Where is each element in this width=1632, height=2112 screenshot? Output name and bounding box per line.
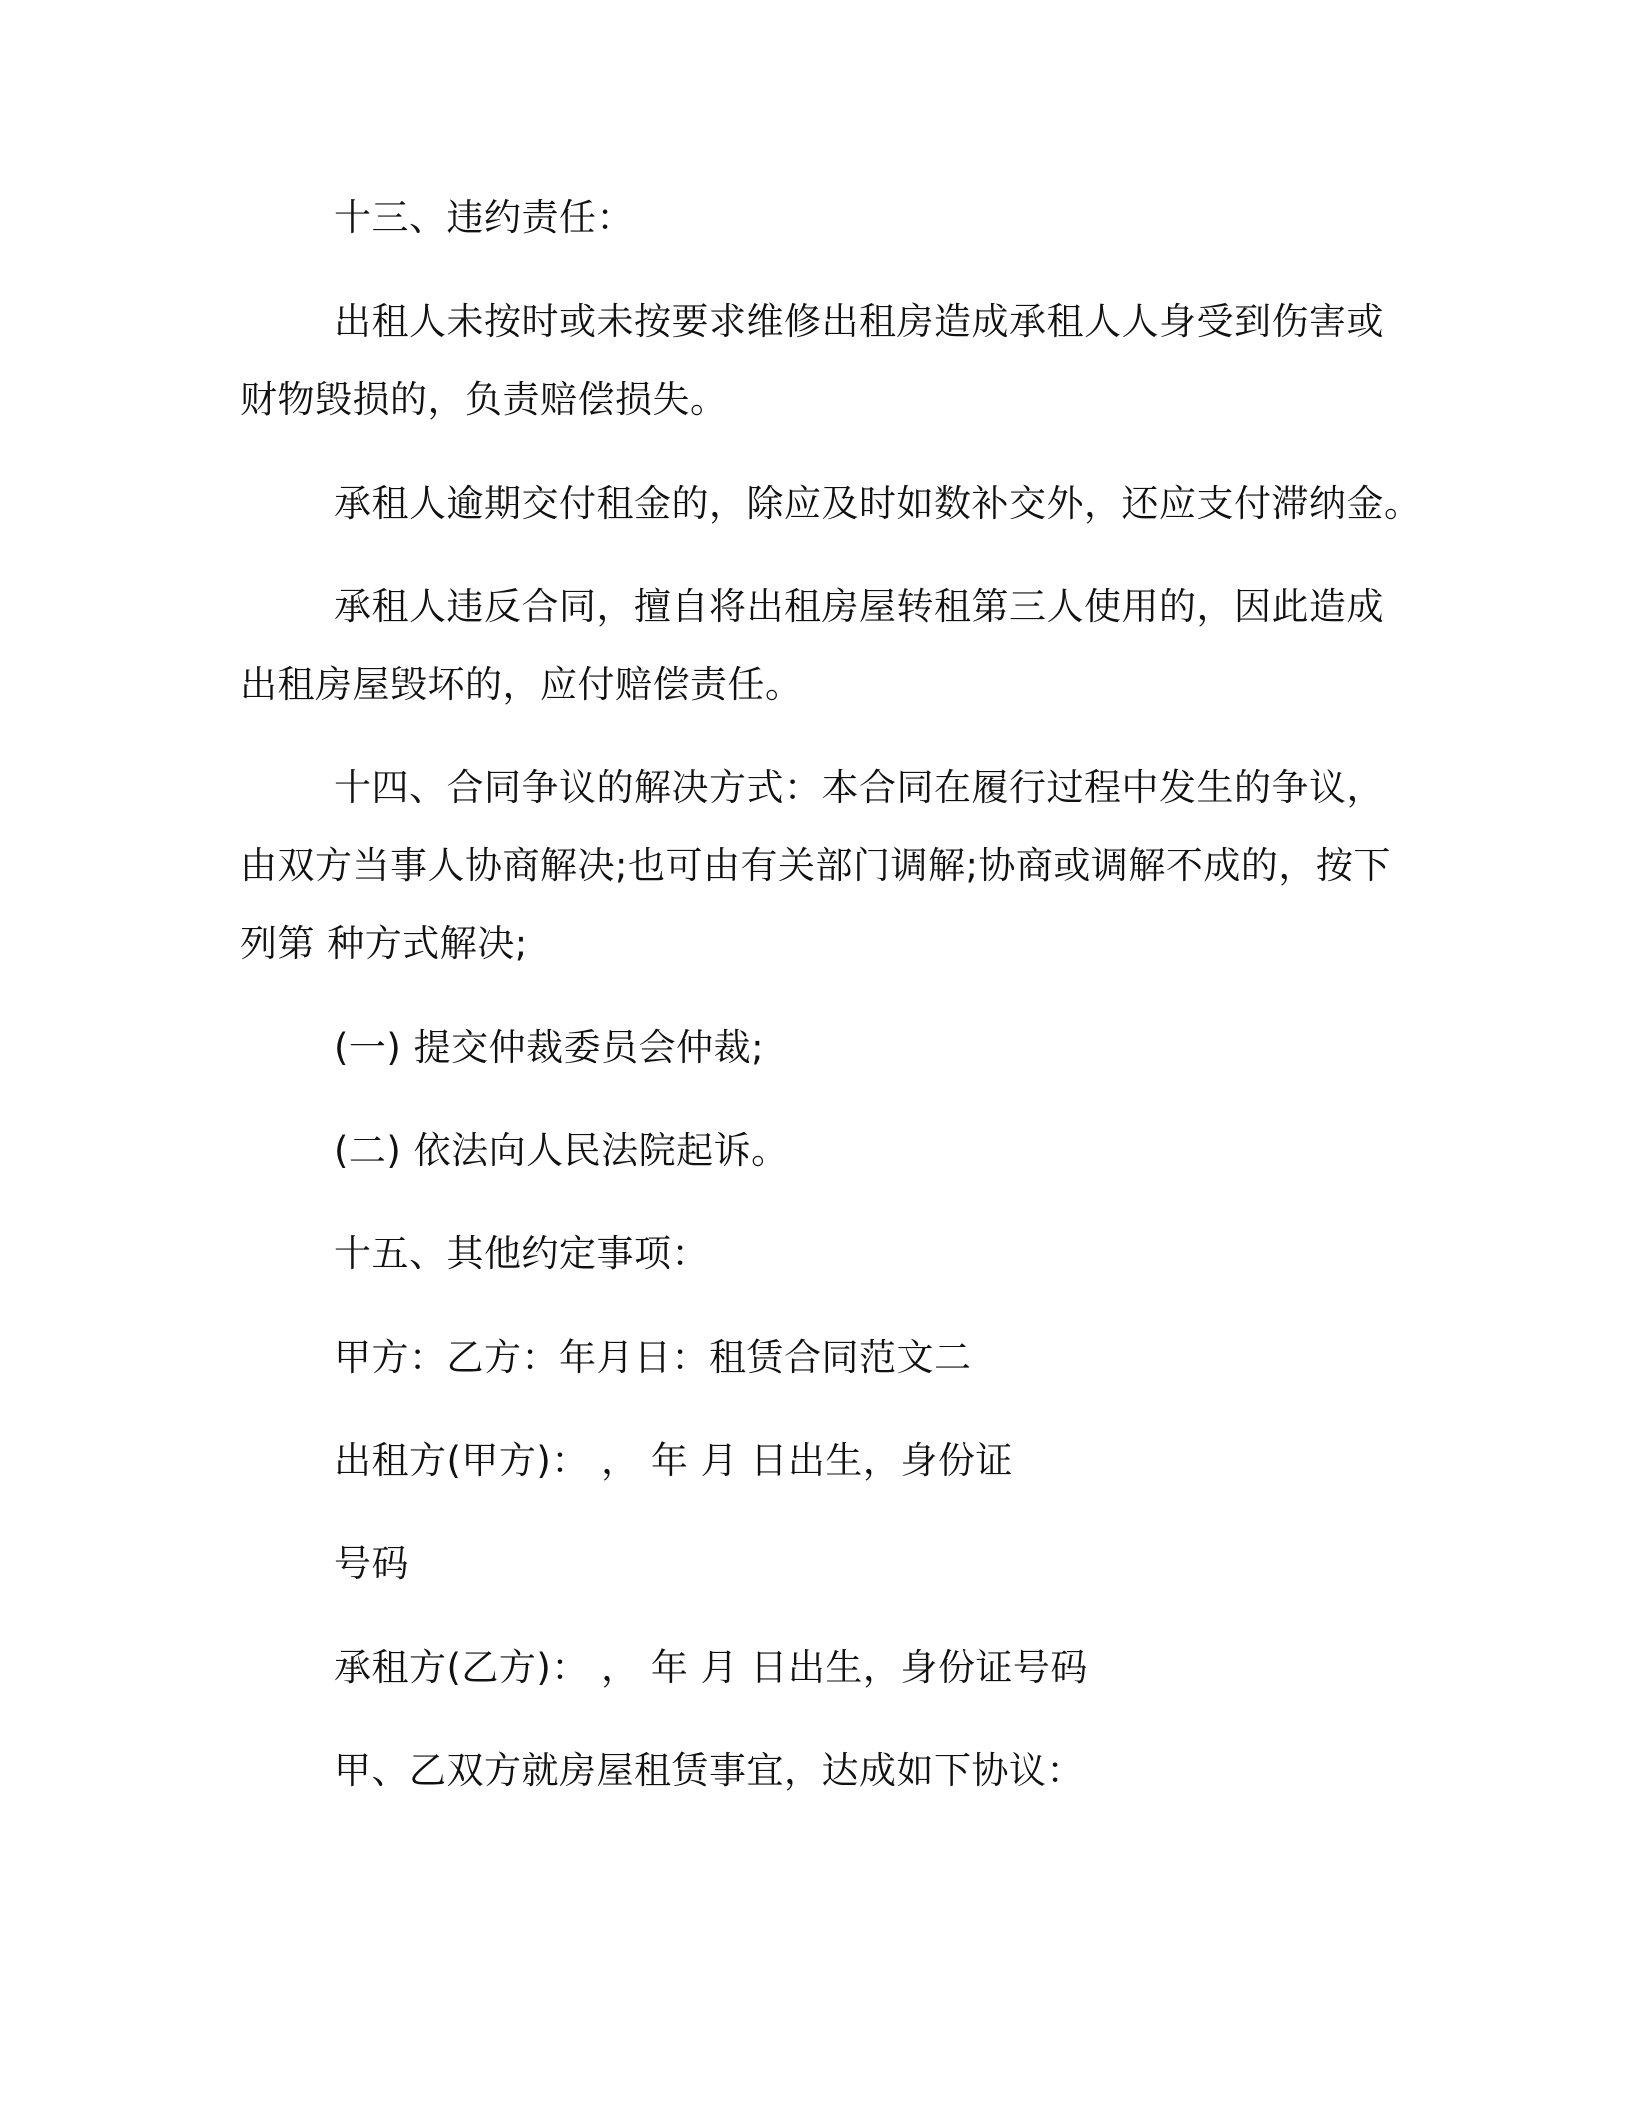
agreement-line: 甲、乙双方就房屋租赁事宜，达成如下协议：: [334, 1749, 1084, 1792]
clause-14-option-1: (一) 提交仲裁委员会仲裁;: [334, 1026, 765, 1069]
clause-14-line-3: 列第 种方式解决;: [240, 922, 528, 965]
clause-13-paragraph-3-line-2: 出租房屋毁坏的，应付赔偿责任。: [240, 663, 803, 706]
signature-line: 甲方：乙方：年月日：租赁合同范文二: [334, 1336, 972, 1379]
clause-15-heading: 十五、其他约定事项：: [334, 1232, 709, 1275]
clause-13-paragraph-1-line-1: 出租人未按时或未按要求维修出租房造成承租人人身受到伤害或: [334, 300, 1384, 343]
clause-13-paragraph-3-line-1: 承租人违反合同，擅自将出租房屋转租第三人使用的，因此造成: [334, 585, 1384, 628]
clause-14-option-2: (二) 依法向人民法院起诉。: [334, 1129, 789, 1172]
clause-13-paragraph-1-line-2: 财物毁损的，负责赔偿损失。: [240, 378, 728, 421]
clause-14-line-1: 十四、合同争议的解决方式：本合同在履行过程中发生的争议，: [334, 766, 1384, 809]
lessor-line-1: 出租方(甲方)： ， 年 月 日出生，身份证: [334, 1439, 1013, 1482]
clause-14-line-2: 由双方当事人协商解决;也可由有关部门调解;协商或调解不成的，按下: [240, 844, 1391, 887]
clause-13-paragraph-2: 承租人逾期交付租金的，除应及时如数补交外，还应支付滞纳金。: [334, 482, 1422, 525]
clause-13-heading: 十三、违约责任：: [334, 196, 634, 239]
lessor-line-2: 号码: [334, 1542, 409, 1585]
lessee-line: 承租方(乙方)： ， 年 月 日出生，身份证号码: [334, 1646, 1088, 1689]
